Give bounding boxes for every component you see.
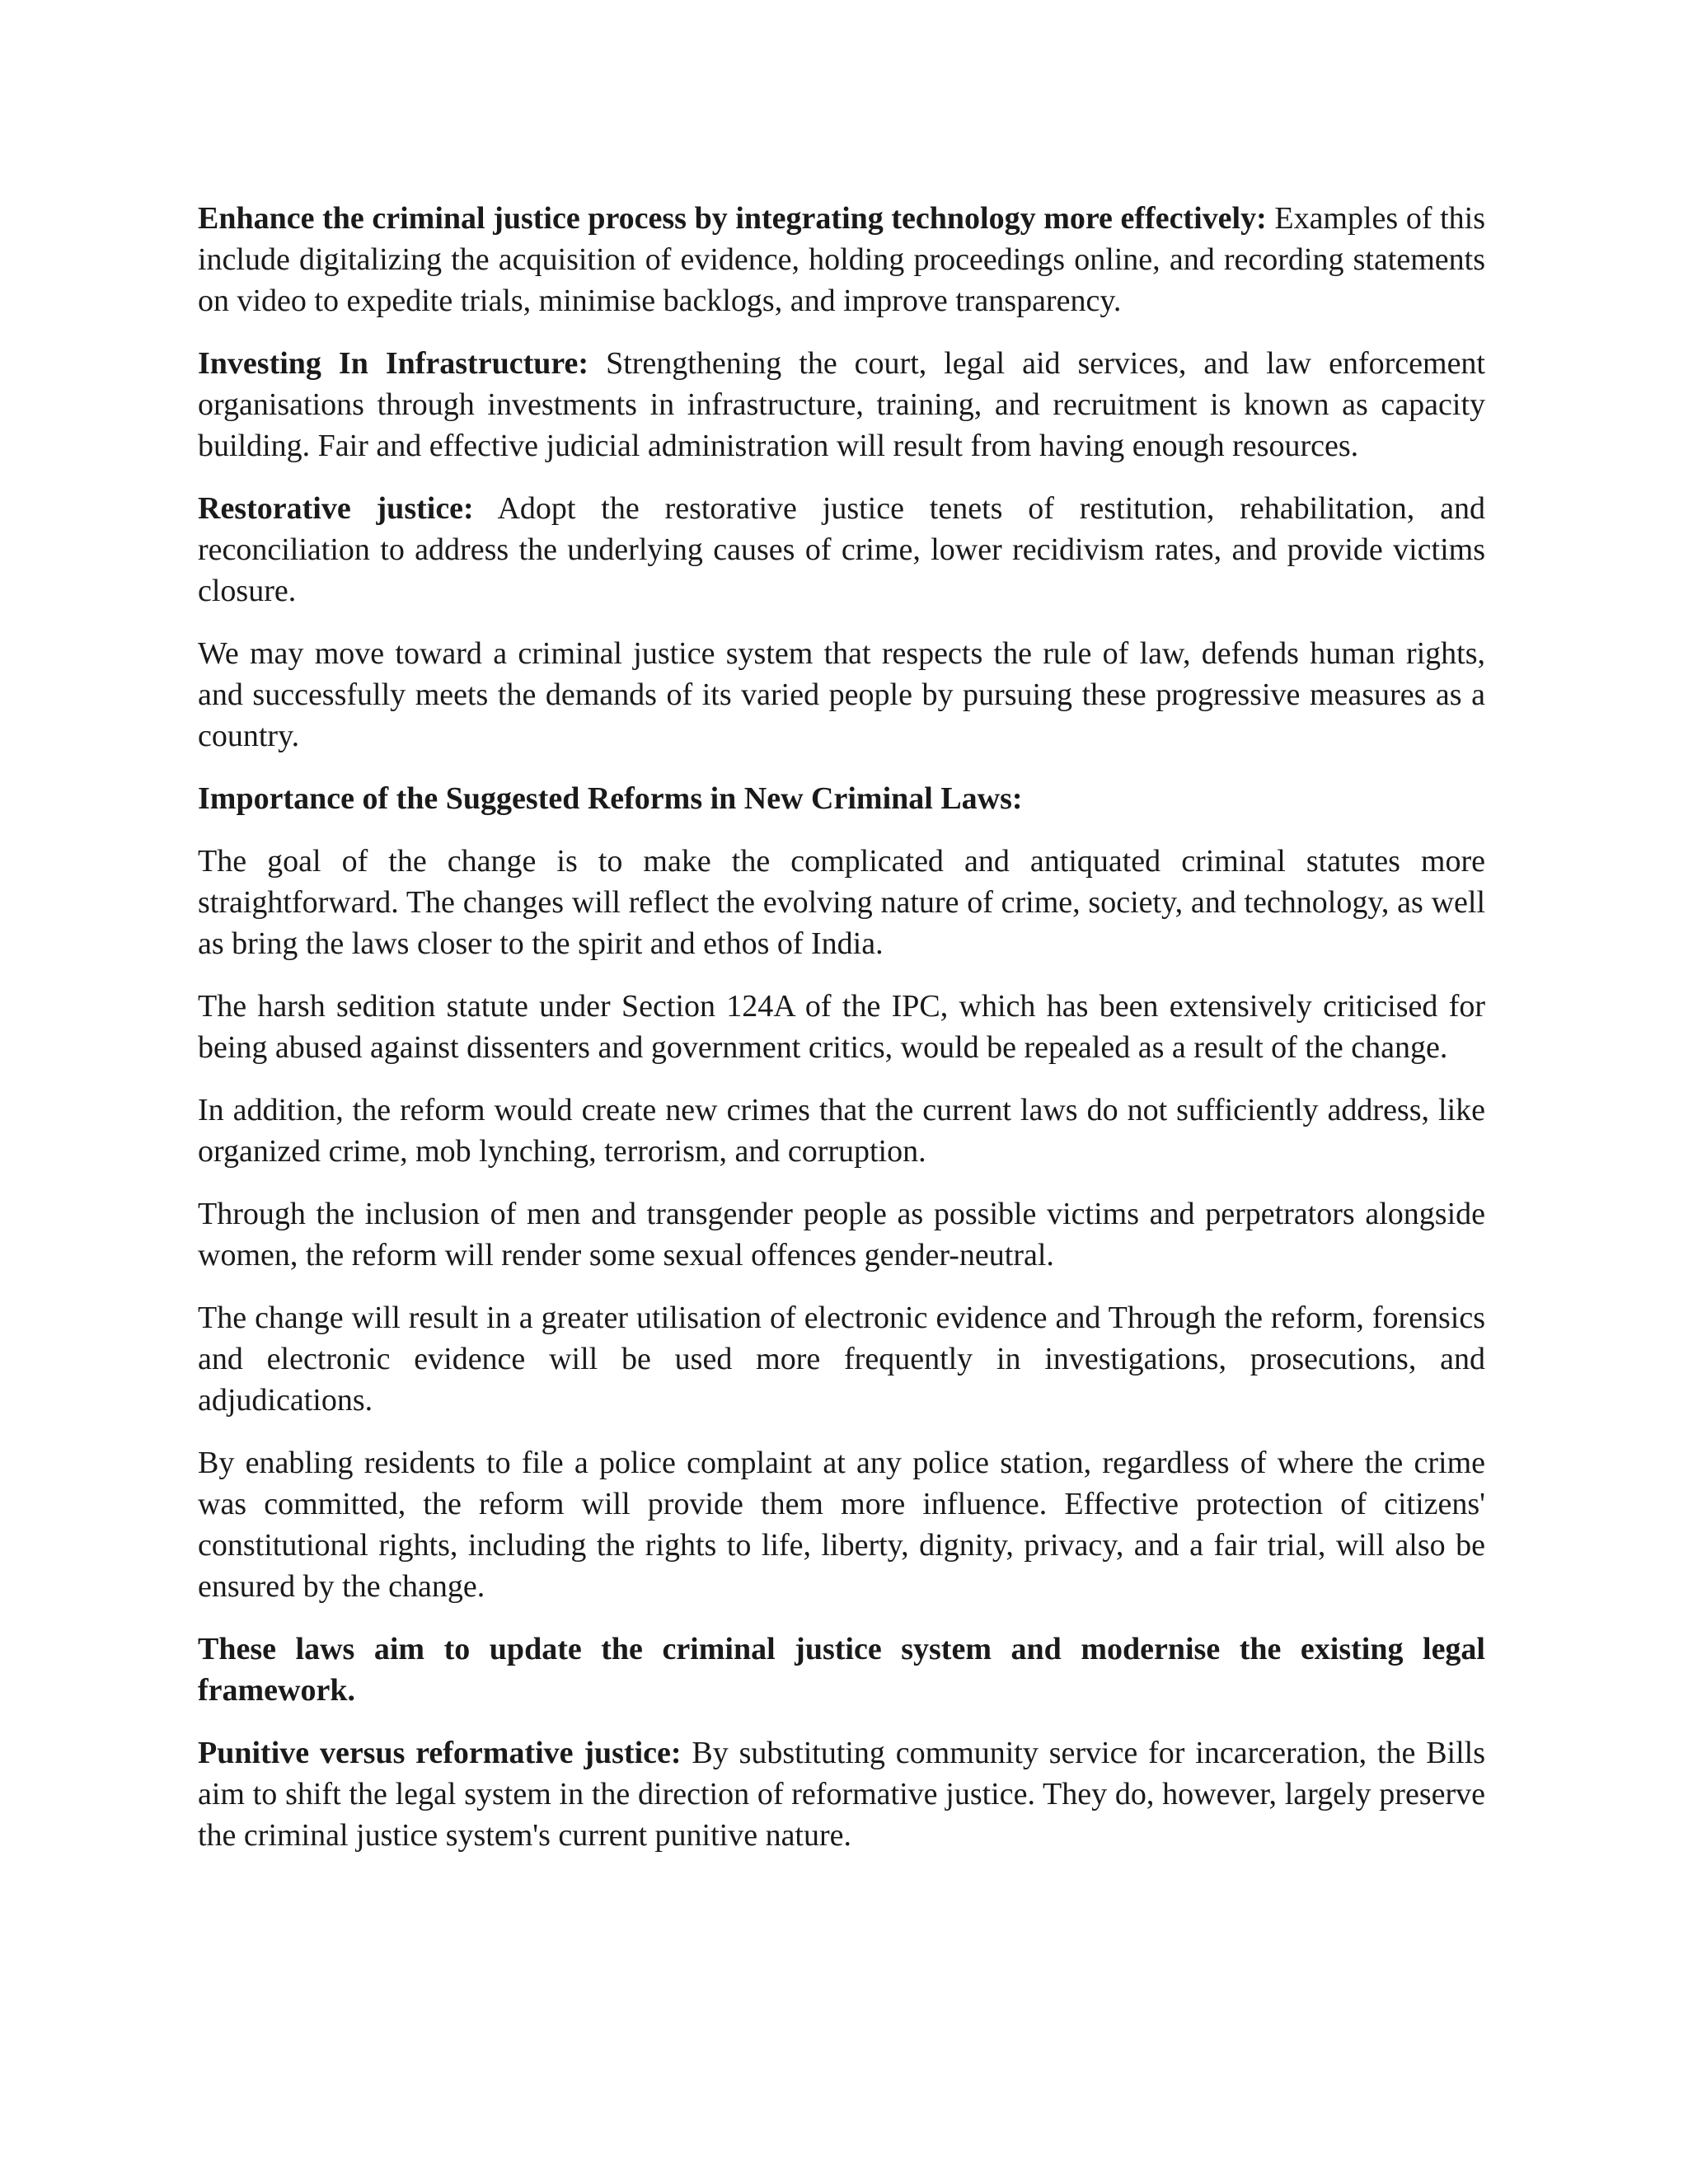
paragraph-lead: Investing In Infrastructure: [198,346,589,381]
paragraph-reform-electronic-evidence: The change will result in a greater utilisation of electronic evidence and Through the reform, forensics and electronic evidence will be used more frequently in investigations, prosecutions, and adjudications. [198,1301,1485,1418]
paragraph-text: By substituting community service for incarceration, the Bills aim to shift the legal system in the direction of reformative justice. They do, however, largely preserve the criminal justice system's current punitive nature. [198,1736,1485,1853]
heading-reforms: Importance of the Suggested Reforms in New Criminal Laws: [198,781,1023,816]
paragraph-reform-police-complaint: By enabling residents to file a police complaint at any police station, regardless of where the crime was committed, the reform will provide them more influence. Effective protection of citizens' constitutional rights, including the rights to life, liberty, dignity, privacy, and a fair trial, will also be ensured by the change. [198,1446,1485,1604]
paragraph-text: We may move toward a criminal justice system that respects the rule of law, defends human rights, and successfully meets the demands of its varied people by pursuing these progressive measures as a country. [198,636,1485,753]
paragraph-reform-sedition: The harsh sedition statute under Section 124A of the IPC, which has been extensively criticised for being abused against dissenters and government critics, would be repealed as a result of the change. [198,989,1485,1065]
heading-laws-aim: These laws aim to update the criminal justice system and modernise the existing legal framework. [198,1632,1485,1708]
paragraph-lead: Enhance the criminal justice process by integrating technology more effectively: [198,201,1267,236]
paragraph-reform-goal: The goal of the change is to make the complicated and antiquated criminal statutes more straightforward. The changes will reflect the evolving nature of crime, society, and technology, as well as bring the laws closer to the spirit and ethos of India. [198,844,1485,961]
paragraph-text: Examples of this include digitalizing the acquisition of evidence, holding proceedings online, and recording statements on video to expedite trials, minimise backlogs, and improve transparency. [198,201,1486,318]
paragraph-punitive-reformative [198,1732,1485,1856]
paragraph-lead: Restorative justice: [198,491,474,526]
paragraph-lead: Punitive versus reformative justice: [198,1736,682,1770]
paragraph-progressive-measures [198,633,1485,757]
paragraph-reform-gender-neutral: Through the inclusion of men and transgender people as possible victims and perpetrators alongside women, the reform will render some sexual offences gender-neutral. [198,1197,1485,1272]
paragraph-infrastructure [198,343,1485,466]
paragraph-technology [198,198,1485,321]
paragraph-reform-new-crimes: In addition, the reform would create new crimes that the current laws do not sufficiently address, like organized crime, mob lynching, terrorism, and corruption. [198,1093,1485,1169]
paragraph-text: Adopt the restorative justice tenets of restitution, rehabilitation, and reconciliation to address the underlying causes of crime, lower recidivism rates, and provide victims closure. [198,491,1485,608]
document-page [198,198,1485,1877]
paragraph-text: Strengthening the court, legal aid services, and law enforcement organisations through investments in infrastructure, training, and recruitment is known as capacity building. Fair and effective judicial administration will result from having enough resources. [198,346,1485,463]
paragraph-restorative-justice [198,488,1485,612]
